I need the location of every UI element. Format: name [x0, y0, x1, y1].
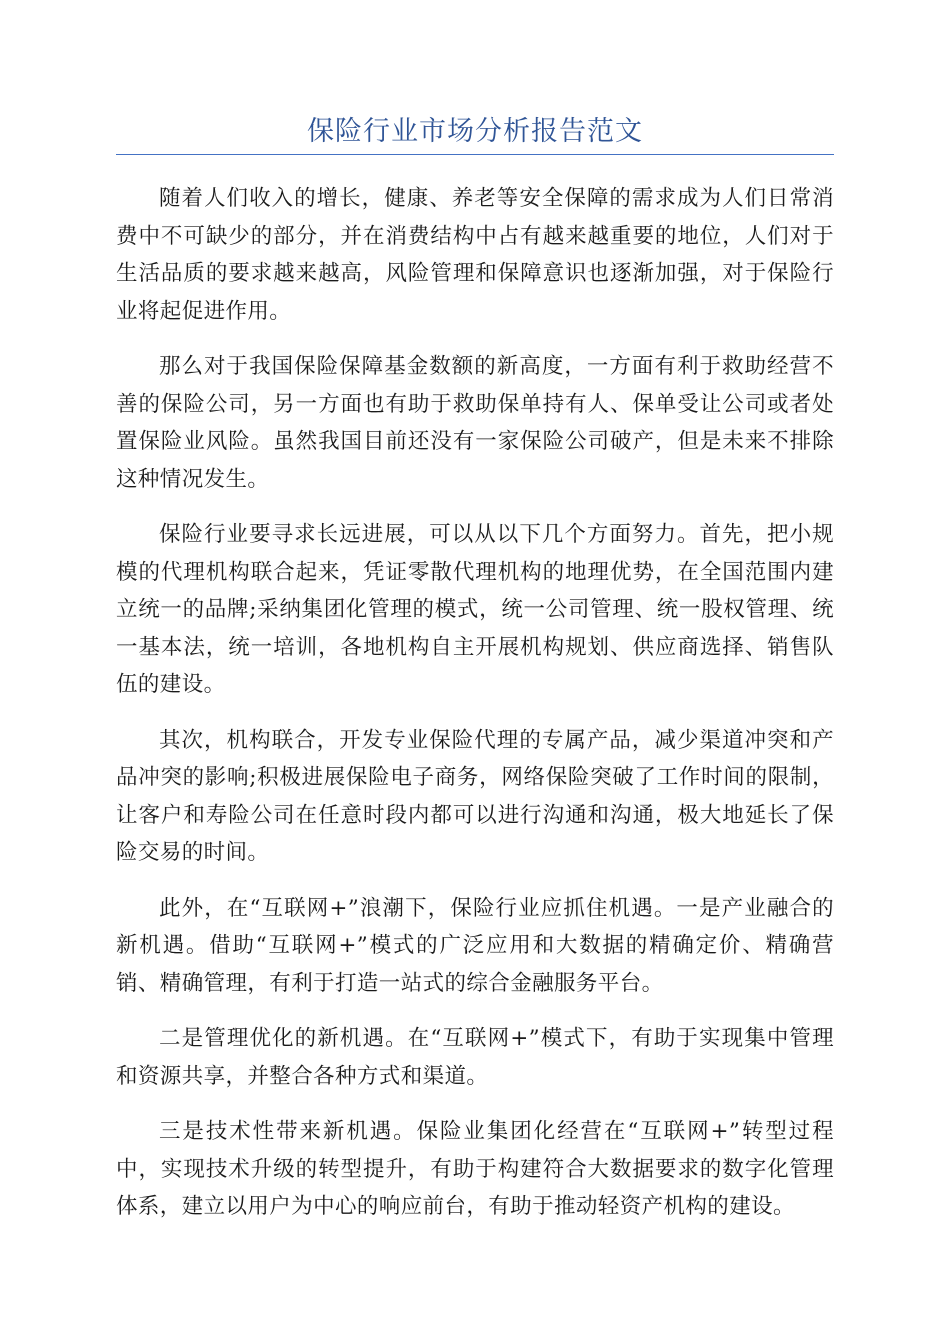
document-body: [116, 180, 834, 1244]
paragraph-1: 随着人们收入的增长，健康、养老等安全保障的需求成为人们日常消费中不可缺少的部分，并在消费结构中占有越来越重要的地位，人们对于生活品质的要求越来越高，风险管理和保障意识也逐渐加强，对于保险行业将起促进作用。: [116, 186, 834, 324]
paragraph-6: 二是管理优化的新机遇。在“互联网+”模式下，有助于实现集中管理和资源共享，并整合各种方式和渠道。: [116, 1026, 834, 1089]
paragraph-7: 三是技术性带来新机遇。保险业集团化经营在“互联网+”转型过程中，实现技术升级的转型提升，有助于构建符合大数据要求的数字化管理体系，建立以用户为中心的响应前台，有助于推动轻资产机构的建设。: [116, 1119, 834, 1219]
title-underline: [116, 154, 834, 155]
paragraph-2: 那么对于我国保险保障基金数额的新高度，一方面有利于救助经营不善的保险公司，另一方面也有助于救助保单持有人、保单受让公司或者处置保险业风险。虽然我国目前还没有一家保险公司破产，但是未来不排除这种情况发生。: [116, 354, 834, 492]
paragraph-5: 此外，在“互联网+”浪潮下，保险行业应抓住机遇。一是产业融合的新机遇。借助“互联网+”模式的广泛应用和大数据的精确定价、精确营销、精确管理，有利于打造一站式的综合金融服务平台。: [116, 895, 834, 996]
document-title: 保险行业市场分析报告范文: [307, 116, 643, 147]
paragraph-4: 其次，机构联合，开发专业保险代理的专属产品，减少渠道冲突和产品冲突的影响;积极进展保险电子商务，网络保险突破了工作时间的限制，让客户和寿险公司在任意时段内都可以进行沟通和沟通，极大地延长了保险交易的时间。: [116, 727, 834, 865]
paragraph-3: 保险行业要寻求长远进展，可以从以下几个方面努力。首先，把小规模的代理机构联合起来，凭证零散代理机构的地理优势，在全国范围内建立统一的品牌;采纳集团化管理的模式，统一公司管理、统一股权管理、统一基本法，统一培训，各地机构自主开展机构规划、供应商选择、销售队伍的建设。: [116, 522, 834, 697]
